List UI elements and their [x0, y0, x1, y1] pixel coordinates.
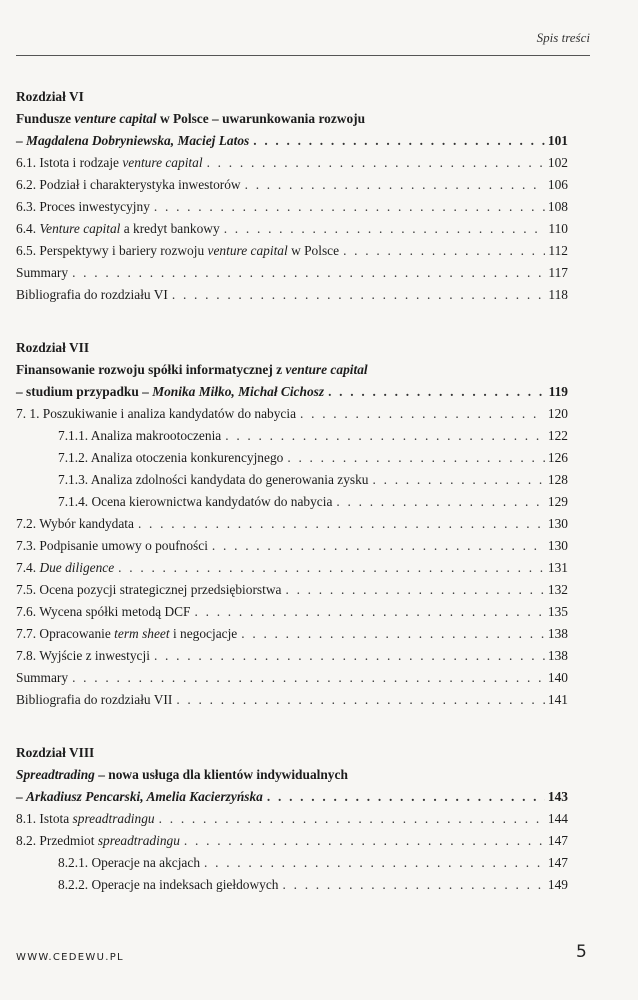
toc-entry[interactable] — [16, 264, 568, 282]
chapter-7-authors-row[interactable] — [16, 383, 568, 401]
toc-entry[interactable] — [16, 691, 568, 709]
page-number: 141 — [547, 692, 568, 707]
toc-entry[interactable] — [16, 176, 568, 194]
page-number: 117 — [548, 265, 568, 280]
entry-title: 8.2.1. Operacje na akcjach — [58, 855, 201, 870]
dot-leader — [225, 427, 545, 445]
page-number: 138 — [547, 626, 568, 641]
entry-title: Bibliografia do rozdziału VI — [16, 287, 168, 302]
dot-leader — [195, 603, 545, 621]
chapter-8-label: Rozdział VIII — [16, 745, 95, 760]
toc-entry[interactable] — [16, 581, 568, 599]
toc-entry[interactable] — [16, 647, 568, 665]
dot-leader — [72, 669, 545, 687]
page-number: 130 — [547, 538, 568, 553]
page-number: 143 — [547, 789, 568, 804]
chapter-8-title: Spreadtrading – nowa usługa dla klientów indywidualnych — [16, 767, 348, 782]
dot-leader — [154, 647, 545, 665]
page-number: 118 — [548, 287, 568, 302]
entry-title: 6.2. Podział i charakterystyka inwestorów — [16, 177, 241, 192]
dot-leader — [118, 559, 545, 577]
toc-entry[interactable] — [16, 559, 568, 577]
entry-title: 7.1.1. Analiza makrootoczenia — [58, 428, 222, 443]
entry-title: 7.1.4. Ocena kierownictwa kandydatów do nabycia — [58, 494, 333, 509]
entry-title: 7.8. Wyjście z inwestycji — [16, 648, 150, 663]
entry-title: 8.1. Istota spreadtradingu — [16, 811, 155, 826]
page-number: 130 — [547, 516, 568, 531]
page-number: 110 — [548, 221, 568, 236]
dot-leader — [285, 581, 544, 599]
entry-title: 8.2. Przedmiot spreadtradingu — [16, 833, 180, 848]
entry-title: 6.4. Venture capital a kredyt bankowy — [16, 221, 220, 236]
toc-entry[interactable] — [16, 810, 568, 828]
page-number: 106 — [547, 177, 568, 192]
toc-subentry[interactable] — [58, 449, 568, 467]
page-number: 101 — [547, 133, 568, 148]
entry-title: 8.2.2. Operacje na indeksach giełdowych — [58, 877, 279, 892]
toc-entry[interactable] — [16, 515, 568, 533]
entry-title: 7.3. Podpisanie umowy o poufności — [16, 538, 208, 553]
page-number: 120 — [547, 406, 568, 421]
page-number: 122 — [547, 428, 568, 443]
entry-title: 6.3. Proces inwestycyjny — [16, 199, 150, 214]
entry-title: 7.2. Wybór kandydata — [16, 516, 134, 531]
chapter-7-authors: – studium przypadku – Monika Miłko, Michał Cichosz — [16, 384, 325, 399]
chapter-6-label: Rozdział VI — [16, 89, 84, 104]
dot-leader — [328, 383, 546, 401]
dot-leader — [159, 810, 545, 828]
entry-title: Summary — [16, 670, 69, 685]
dot-leader — [207, 154, 545, 172]
page-number: 108 — [547, 199, 568, 214]
running-header: Spis treści — [536, 30, 590, 45]
toc-entry[interactable] — [16, 603, 568, 621]
dot-leader — [245, 176, 545, 194]
dot-leader — [212, 537, 545, 555]
chapter-7-label: Rozdział VII — [16, 340, 90, 355]
entry-title: 7.7. Opracowanie term sheet i negocjacje — [16, 626, 238, 641]
page-number: 138 — [547, 648, 568, 663]
entry-title: 7.6. Wycena spółki metodą DCF — [16, 604, 191, 619]
entry-title: 7.5. Ocena pozycji strategicznej przedsiębiorstwa — [16, 582, 282, 597]
dot-leader — [300, 405, 545, 423]
toc-entry[interactable] — [16, 537, 568, 555]
toc-entry[interactable] — [16, 405, 568, 423]
page-number: 129 — [547, 494, 568, 509]
toc-entry[interactable] — [16, 154, 568, 172]
toc-subentry[interactable] — [58, 493, 568, 511]
toc-entry[interactable] — [16, 832, 568, 850]
entry-title: Bibliografia do rozdziału VII — [16, 692, 173, 707]
page-number: 147 — [547, 855, 568, 870]
page-number: 128 — [547, 472, 568, 487]
toc-entry[interactable] — [16, 198, 568, 216]
toc-subentry[interactable] — [58, 876, 568, 894]
toc-subentry[interactable] — [58, 471, 568, 489]
chapter-6-title: Fundusze venture capital w Polsce – uwarunkowania rozwoju — [16, 111, 366, 126]
dot-leader — [176, 691, 545, 709]
chapter-6-authors-row[interactable] — [16, 132, 568, 150]
page-number: 144 — [547, 811, 568, 826]
entry-title: 7.1.3. Analiza zdolności kandydata do generowania zysku — [58, 472, 369, 487]
page-number: 119 — [548, 384, 568, 399]
dot-leader — [241, 625, 545, 643]
toc-subentry[interactable] — [58, 427, 568, 445]
dot-leader — [343, 242, 545, 260]
page-number: 102 — [547, 155, 568, 170]
page-number: 112 — [548, 243, 568, 258]
dot-leader — [184, 832, 545, 850]
chapter-7-title: Finansowanie rozwoju spółki informatycznej z venture capital — [16, 362, 368, 377]
toc-entry[interactable] — [16, 286, 568, 304]
publisher-website: WWW.CEDEWU.PL — [16, 952, 124, 963]
entry-title: 6.1. Istota i rodzaje venture capital — [16, 155, 203, 170]
page-number: 147 — [547, 833, 568, 848]
dot-leader — [224, 220, 546, 238]
page-number: 132 — [547, 582, 568, 597]
page-number: 126 — [547, 450, 568, 465]
dot-leader — [253, 132, 545, 150]
toc-entry[interactable] — [16, 242, 568, 260]
dot-leader — [154, 198, 545, 216]
entry-title: 7.1.2. Analiza otoczenia konkurencyjnego — [58, 450, 284, 465]
page-number: 149 — [547, 877, 568, 892]
dot-leader — [72, 264, 545, 282]
dot-leader — [283, 876, 545, 894]
entry-title: 7.4. Due diligence — [16, 560, 115, 575]
toc-entry[interactable] — [16, 625, 568, 643]
dot-leader — [204, 854, 545, 872]
page-number: 135 — [547, 604, 568, 619]
entry-title: Summary — [16, 265, 69, 280]
toc-subentry[interactable] — [58, 854, 568, 872]
dot-leader — [373, 471, 545, 489]
page-number-footer: 5 — [576, 942, 587, 962]
dot-leader — [267, 788, 545, 806]
page-number: 131 — [547, 560, 568, 575]
toc-entry[interactable] — [16, 669, 568, 687]
dot-leader — [172, 286, 546, 304]
entry-title: 6.5. Perspektywy i bariery rozwoju venture capital w Polsce — [16, 243, 340, 258]
dot-leader — [336, 493, 544, 511]
toc-entry[interactable] — [16, 220, 568, 238]
chapter-8-authors: – Arkadiusz Pencarski, Amelia Kacierzyńska — [16, 789, 263, 804]
chapter-6-authors: – Magdalena Dobryniewska, Maciej Latos — [16, 133, 250, 148]
dot-leader — [287, 449, 545, 467]
page-number: 140 — [547, 670, 568, 685]
header-divider — [16, 55, 590, 56]
chapter-8-authors-row[interactable] — [16, 788, 568, 806]
entry-title: 7. 1. Poszukiwanie i analiza kandydatów do nabycia — [16, 406, 297, 421]
dot-leader — [138, 515, 545, 533]
